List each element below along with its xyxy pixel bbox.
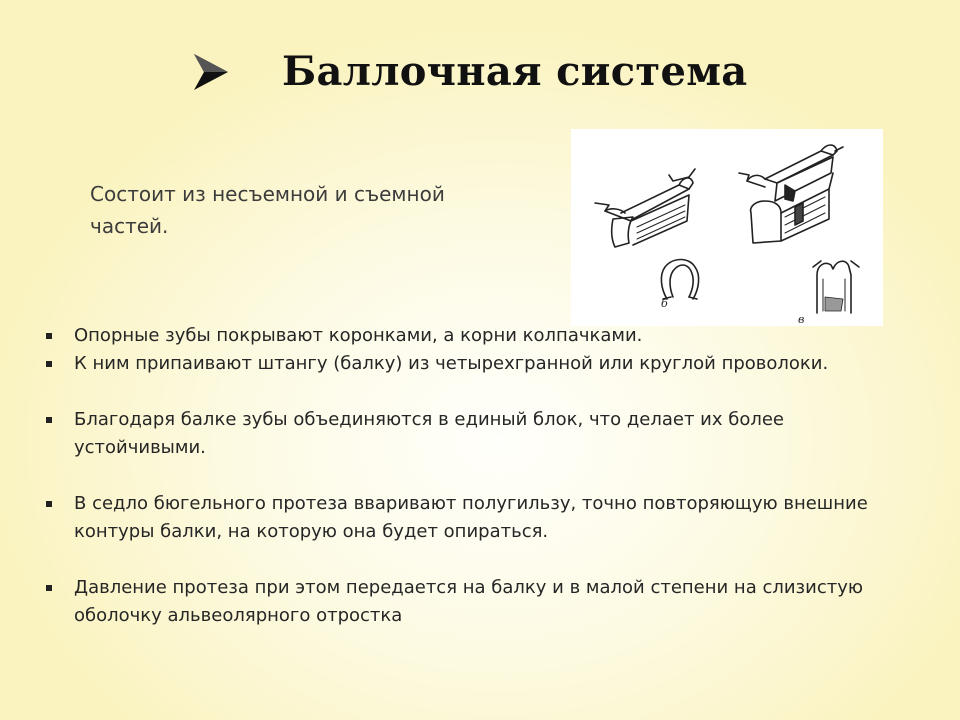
bar-attachment-drawing-icon (571, 129, 883, 326)
bar-attachment-figure (571, 129, 883, 326)
bullet-item: К ним припаивают штангу (балку) из четырехгранной или круглой проволоки. (38, 350, 918, 378)
bullet-item: Опорные зубы покрывают коронками, а корни колпачками. (38, 322, 918, 350)
figure-label-v: в (798, 313, 805, 326)
bullet-list (38, 322, 918, 630)
subtitle: Состоит из несъемной и съемной частей. (90, 182, 445, 238)
figure-label-b: б (661, 297, 668, 310)
arrowhead-bullet-icon (190, 52, 230, 92)
bullet-item: В седло бюгельного протеза вваривают полугильзу, точно повторяющую внешние контуры балки, на которую она будет опираться. (38, 490, 918, 546)
bullet-item: Давление протеза при этом передается на балку и в малой степени на слизистую оболочку альвеолярного отростка (38, 574, 918, 630)
bullet-item: Благодаря балке зубы объединяются в единый блок, что делает их более устойчивыми. (38, 406, 918, 462)
page-title: Баллочная система (282, 48, 748, 95)
title-row (190, 48, 748, 95)
